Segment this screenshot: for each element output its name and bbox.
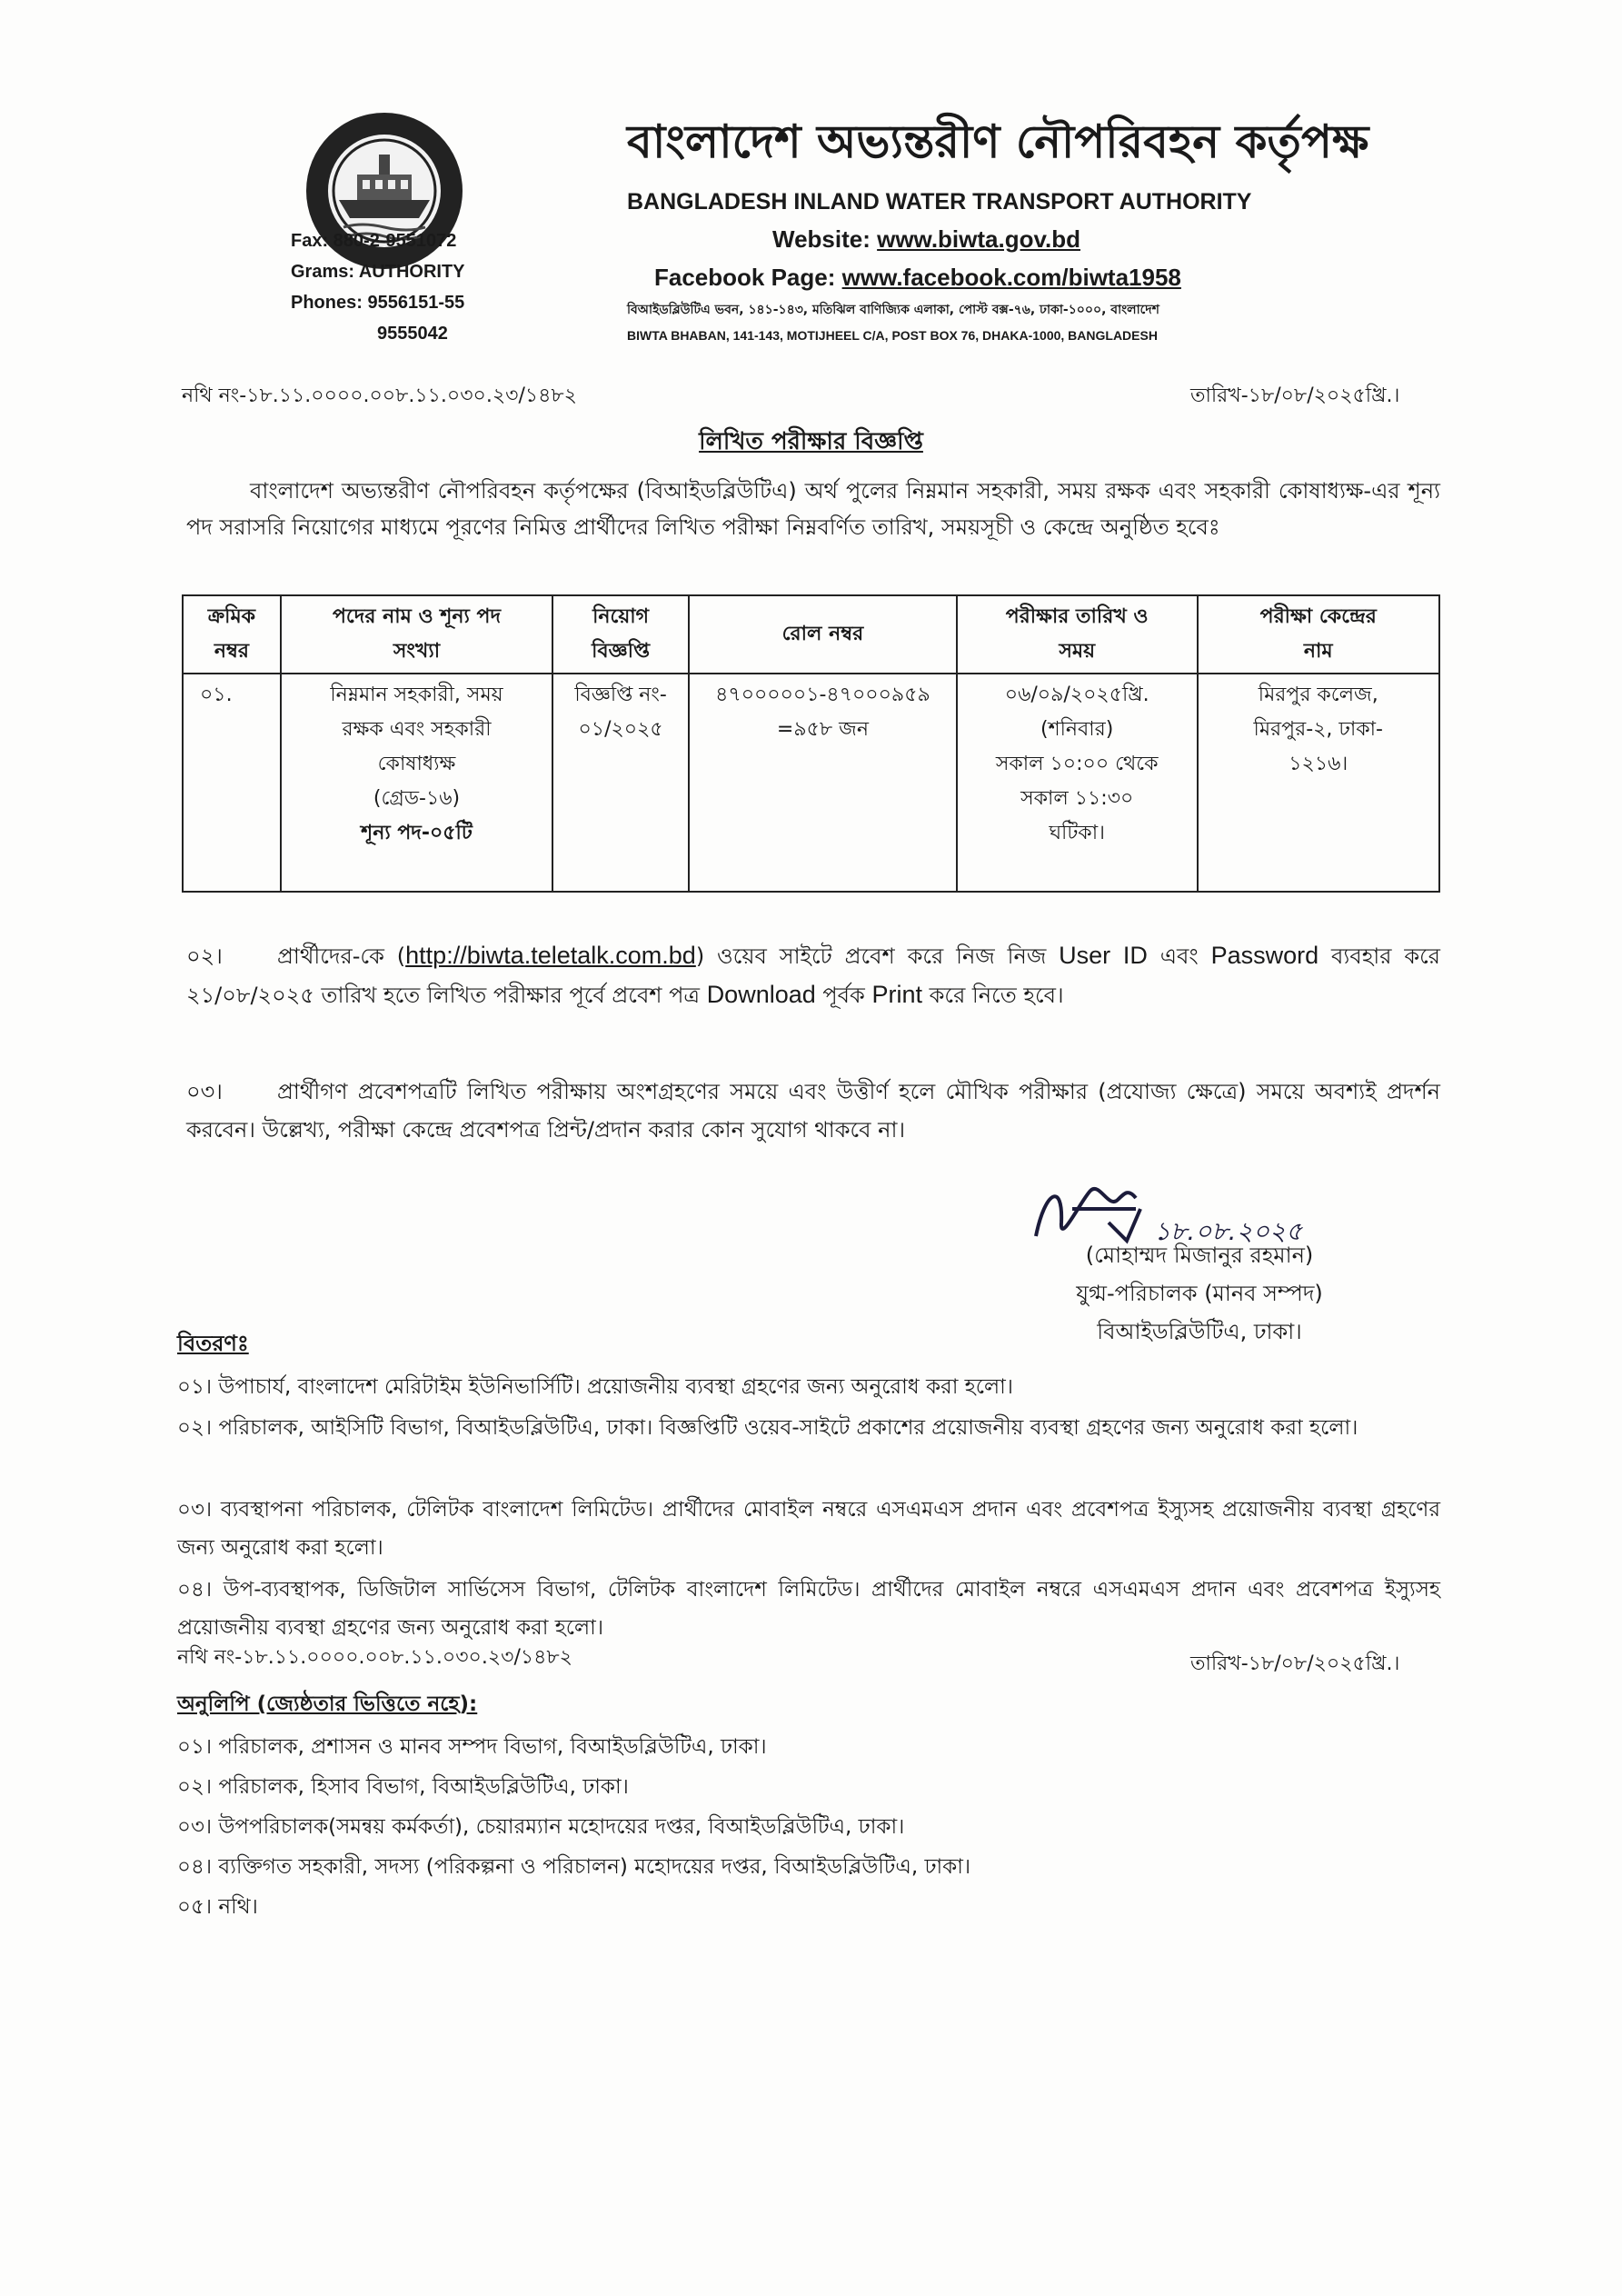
distribution-item-4: ০৪। উপ-ব্যবস্থাপক, ডিজিটাল সার্ভিসেস বিভাগ, টেলিটক বাংলাদেশ লিমিটেড। প্রার্থীদের মোবাইল নম্বরে এসএমএস প্রদান এবং প্রবেশপত্র ইস্যুসহ প্রয়োজনীয় ব্যবস্থা গ্রহণের জন্য অনুরোধ করা হলো। [177, 1578, 1440, 1640]
reference-number: নথি নং-১৮.১১.০০০০.০০৮.১১.০৩০.২৩/১৪৮২ [182, 384, 577, 407]
header-roll: রোল নম্বর [689, 595, 957, 674]
website-link[interactable]: www.biwta.gov.bd [877, 225, 1080, 253]
copy-item-5: ০৫। নথি। [177, 1895, 258, 1919]
distribution-item-2: ০২। পরিচালক, আইসিটি বিভাগ, বিআইডব্লিউটিএ, ঢাকা। বিজ্ঞপ্তিটি ওয়েব-সাইটে প্রকাশের প্রয়োজনীয় ব্যবস্থা গ্রহণের জন্য অনুরোধ করা হলো। [177, 1416, 1358, 1440]
header-datetime: পরীক্ষার তারিখ ও সময় [957, 595, 1198, 674]
website-line [627, 220, 1372, 258]
table-header-row [183, 595, 1439, 674]
letterhead [627, 109, 1372, 347]
instruction-03: ০৩। প্রার্থীগণ প্রবেশপত্রটি লিখিত পরীক্ষায় অংশগ্রহণের সময়ে এবং উত্তীর্ণ হলে মৌখিক পরীক্ষার (প্রযোজ্য ক্ষেত্রে) সময়ে অবশ্যই প্রদর্শন করবেন। উল্লেখ্য, পরীক্ষা কেন্দ্রে প্রবেশপত্র প্রিন্ট/প্রদান করার কোন সুযোগ থাকবে না। [186, 1079, 1440, 1143]
cell-roll: ৪৭০০০০০১-৪৭০০০৯৫৯ =৯৫৮ জন [689, 674, 957, 892]
cell-center: মিরপুর কলেজ, মিরপুর-২, ঢাকা- ১২১৬। [1198, 674, 1439, 892]
org-name-bengali: বাংলাদেশ অভ্যন্তরীণ নৌপরিবহন কর্তৃপক্ষ [627, 115, 1369, 168]
facebook-link[interactable]: www.facebook.com/biwta1958 [841, 264, 1181, 291]
copy-item-1: ০১। পরিচালক, প্রশাসন ও মানব সম্পদ বিভাগ, বিআইডব্লিউটিএ, ঢাকা। [177, 1735, 767, 1759]
signatory-designation: যুগ্ম-পরিচালক (মানব সম্পদ) [1076, 1281, 1323, 1306]
reference-number-repeat: নথি নং-১৮.১১.০০০০.০০৮.১১.০৩০.২৩/১৪৮২ [177, 1646, 572, 1669]
website-label: Website: [772, 225, 878, 253]
signatory-name: (মোহাম্মদ মিজানুর রহমান) [1085, 1243, 1314, 1268]
facebook-label: Facebook Page: [654, 264, 842, 291]
exam-schedule-table [182, 594, 1440, 893]
signatory [1009, 1236, 1390, 1351]
issue-date-repeat: তারিখ-১৮/০৮/২০২৫খ্রি.। [1190, 1652, 1400, 1675]
distribution-item-3: ০৩। ব্যবস্থাপনা পরিচালক, টেলিটক বাংলাদেশ লিমিটেড। প্রার্থীদের মোবাইল নম্বরে এসএমএস প্রদান এবং প্রবেশপত্র ইস্যুসহ প্রয়োজনীয় ব্যবস্থা গ্রহণের জন্য অনুরোধ করা হলো। [177, 1498, 1440, 1560]
copy-item-4: ০৪। ব্যক্তিগত সহকারী, সদস্য (পরিকল্পনা ও পরিচালন) মহোদয়ের দপ্তর, বিআইডব্লিউটিএ, ঢাকা। [177, 1855, 971, 1879]
instruction-02: ০২। প্রার্থীদের-কে (http://biwta.teletalk.com.bd) ওয়েব সাইটে প্রবেশ করে নিজ নিজ User ID এবং Password ব্যবহার করে ২১/০৮/২০২৫ তারিখ হতে লিখিত পরীক্ষার পূর্বে প্রবেশ পত্র Download পূর্বক Print করে নিতে হবে। [186, 942, 1440, 1008]
notice-title: লিখিত পরীক্ষার বিজ্ঞপ্তি [699, 428, 923, 455]
signature-date: ১৮.০৮.২০২৫ [1154, 1216, 1303, 1246]
facebook-line [627, 258, 1372, 296]
issue-date: তারিখ-১৮/০৮/২০২৫খ্রি.। [1190, 384, 1400, 407]
copy-item-3: ০৩। উপপরিচালক(সমন্বয় কর্মকর্তা), চেয়ারম্যান মহোদয়ের দপ্তর, বিআইডব্লিউটিএ, ঢাকা। [177, 1815, 905, 1839]
copy-heading: অনুলিপি (জ্যেষ্ঠতার ভিত্তিতে নহে): [177, 1692, 478, 1716]
phones: Phones: 9556151-55 [291, 293, 465, 313]
cell-serial: ০১. [183, 674, 281, 892]
intro-paragraph: বাংলাদেশ অভ্যন্তরীণ নৌপরিবহন কর্তৃপক্ষের (বিআইডব্লিউটিএ) অর্থ পুলের নিম্নমান সহকারী, সময় রক্ষক এবং সহকারী কোষাধ্যক্ষ-এর শূন্য পদ সরাসরি নিয়োগের মাধ্যমে পূরণের নিমিত্ত প্রার্থীদের লিখিত পরীক্ষা নিম্নবর্ণিত তারিখ, সময়সূচী ও কেন্দ্রে অনুষ্ঠিত হবেঃ [186, 478, 1440, 540]
fax-number: Fax: 880-2-9551072 [291, 231, 457, 251]
signatory-office: বিআইডব্লিউটিএ, ঢাকা। [1097, 1319, 1302, 1344]
teletalk-link[interactable]: http://biwta.teletalk.com.bd [405, 942, 696, 969]
copy-item-2: ০২। পরিচালক, হিসাব বিভাগ, বিআইডব্লিউটিএ, ঢাকা। [177, 1775, 629, 1799]
cell-post: নিম্নমান সহকারী, সময় রক্ষক এবং সহকারী কোষাধ্যক্ষ (গ্রেড-১৬) শূন্য পদ-০৫টি [281, 674, 552, 892]
distribution-heading: বিতরণঃ [177, 1331, 249, 1356]
grams: Grams: AUTHORITY [291, 262, 465, 282]
header-post: পদের নাম ও শূন্য পদ সংখ্যা [281, 595, 552, 674]
header-serial: ক্রমিক নম্বর [183, 595, 281, 674]
cell-datetime: ০৬/০৯/২০২৫খ্রি. (শনিবার) সকাল ১০:০০ থেকে সকাল ১১:৩০ ঘটিকা। [957, 674, 1198, 892]
phones-extra: 9555042 [377, 324, 448, 344]
header-center: পরীক্ষা কেন্দ্রের নাম [1198, 595, 1439, 674]
address-bengali: বিআইডব্লিউটিএ ভবন, ১৪১-১৪৩, মতিঝিল বাণিজ্যিক এলাকা, পোস্ট বক্স-৭৬, ঢাকা-১০০০, বাংলাদেশ [627, 303, 1159, 317]
cell-circular: বিজ্ঞপ্তি নং- ০১/২০২৫ [552, 674, 689, 892]
table-row [183, 674, 1439, 892]
address-english: BIWTA BHABAN, 141-143, MOTIJHEEL C/A, POST BOX 76, DHAKA-1000, BANGLADESH [627, 328, 1158, 343]
contact-block [291, 225, 527, 349]
header-circular: নিয়োগ বিজ্ঞপ্তি [552, 595, 689, 674]
distribution-item-1: ০১। উপাচার্য, বাংলাদেশ মেরিটাইম ইউনিভার্সিটি। প্রয়োজনীয় ব্যবস্থা গ্রহণের জন্য অনুরোধ করা হলো। [177, 1375, 1014, 1399]
org-name-english: BANGLADESH INLAND WATER TRANSPORT AUTHORITY [627, 189, 1252, 215]
